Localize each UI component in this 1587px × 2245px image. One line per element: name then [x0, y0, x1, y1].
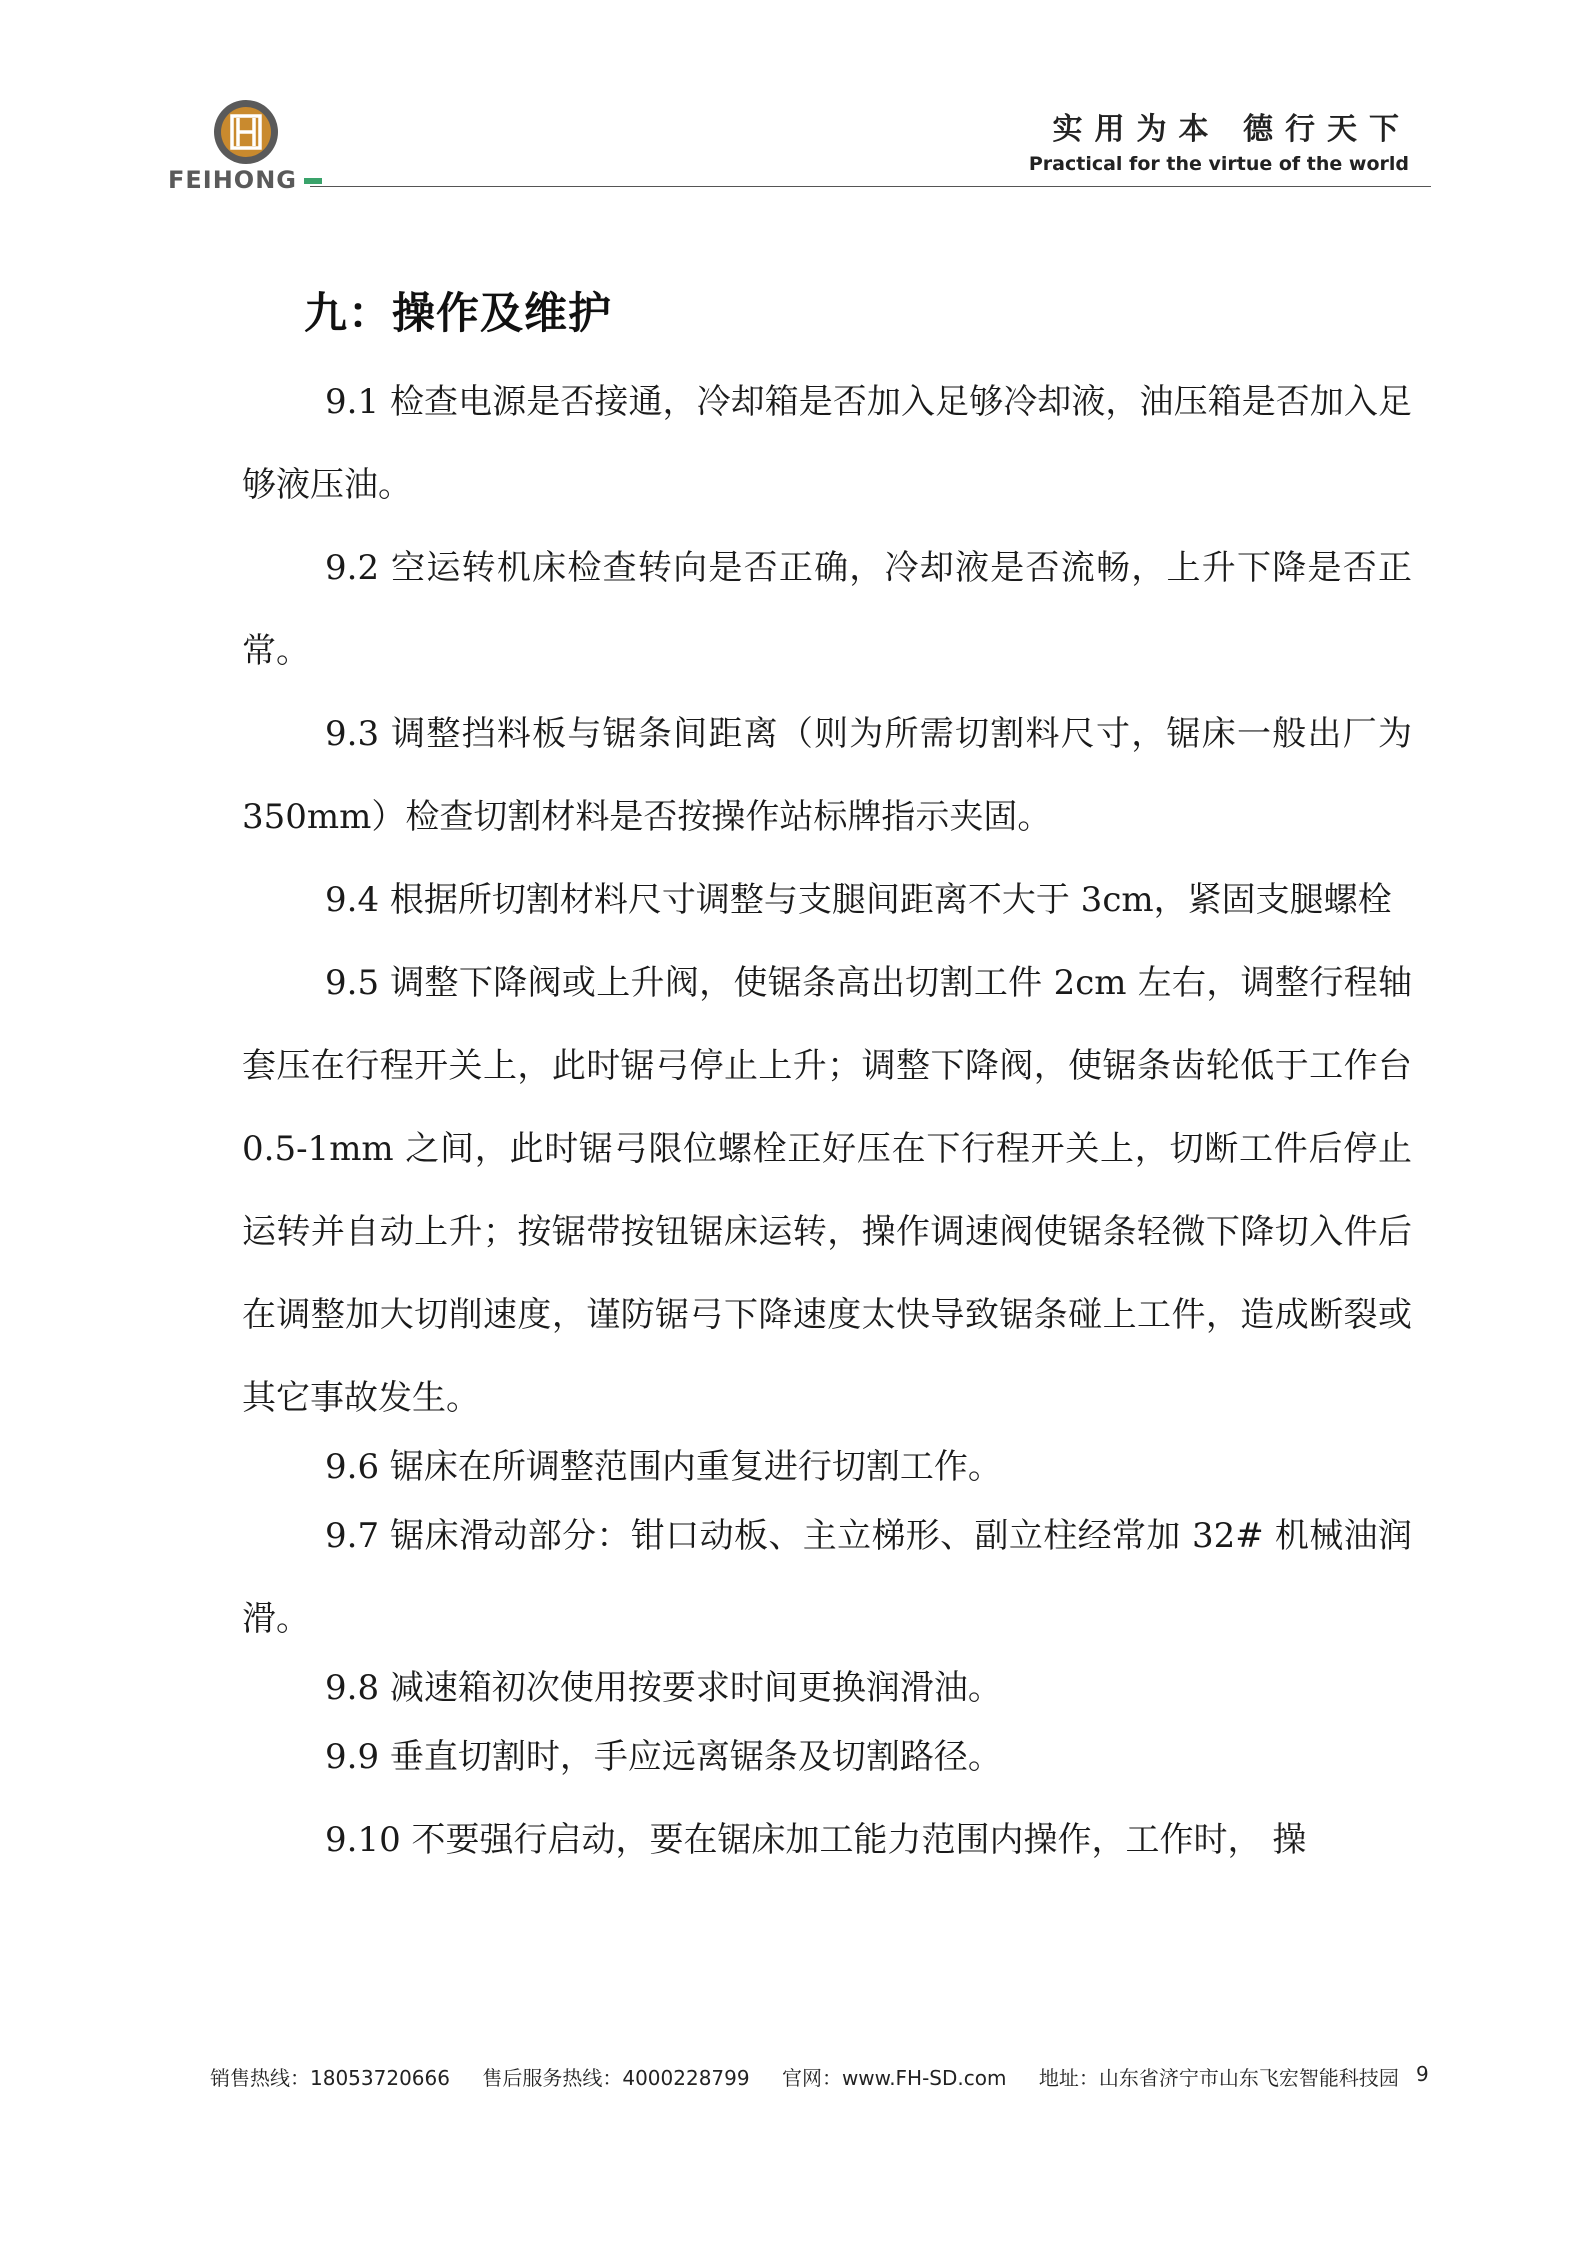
paragraph-9-7: 9.7 锯床滑动部分：钳口动板、主立梯形、副立柱经常加 32# 机械油润滑。 — [242, 1516, 1412, 1639]
section-title: 九：操作及维护 — [304, 289, 612, 339]
paragraph-9-6: 9.6 锯床在所调整范围内重复进行切割工作。 — [325, 1447, 1002, 1487]
page-number: 9 — [1416, 2062, 1429, 2086]
service-hotline: 售后服务热线：4000228799 — [482, 2066, 750, 2090]
page-header — [0, 0, 1587, 200]
paragraph-9-1: 9.1 检查电源是否接通，冷却箱是否加入足够冷却液，油压箱是否加入足够液压油。 — [242, 382, 1412, 505]
svg-text:FEIHONG: FEIHONG — [168, 166, 297, 194]
header-divider — [310, 186, 1431, 187]
paragraph-9-5: 9.5 调整下降阀或上升阀，使锯条高出切割工件 2cm 左右，调整行程轴套压在行程开关上，此时锯弓停止上升；调整下降阀，使锯条齿轮低于工作台 0.5-1mm 之间，此时锯弓限位螺栓正好压在下行程开关上，切断工件后停止运转并自动上升；按锯带按钮锯床运转，操作调速阀使锯条轻微下降切入件后在调整加大切削速度，谨防锯弓下降速度太快导致锯条碰上工件，造成断裂或其它事故发生。 — [242, 963, 1412, 1418]
company-address: 地址：山东省济宁市山东飞宏智能科技园 — [1038, 2066, 1399, 2090]
paragraph-9-9: 9.9 垂直切割时，手应远离锯条及切割路径。 — [325, 1737, 1002, 1777]
paragraph-9-4: 9.4 根据所切割材料尺寸调整与支腿间距离不大于 3cm，紧固支腿螺栓 — [325, 880, 1392, 920]
slogan-english: Practical for the virtue of the world — [1028, 153, 1409, 175]
paragraph-9-2: 9.2 空运转机床检查转向是否正确，冷却液是否流畅，上升下降是否正常。 — [242, 548, 1412, 671]
feihong-logo — [166, 96, 336, 196]
paragraph-9-8: 9.8 减速箱初次使用按要求时间更换润滑油。 — [325, 1668, 1002, 1708]
document-body — [242, 280, 1412, 1882]
paragraph-9-3: 9.3 调整挡料板与锯条间距离（则为所需切割料尺寸，锯床一般出厂为350mm）检查切割材料是否按操作站标牌指示夹固。 — [242, 714, 1412, 837]
paragraph-9-10: 9.10 不要强行启动，要在锯床加工能力范围内操作，工作时， 操 — [325, 1820, 1307, 1860]
slogan-chinese: 实用为本 德行天下 — [1052, 112, 1411, 147]
page-footer — [210, 2062, 1430, 2091]
website-link[interactable]: 官网：www.FH-SD.com — [781, 2066, 1007, 2090]
sales-hotline: 销售热线：18053720666 — [210, 2066, 450, 2090]
